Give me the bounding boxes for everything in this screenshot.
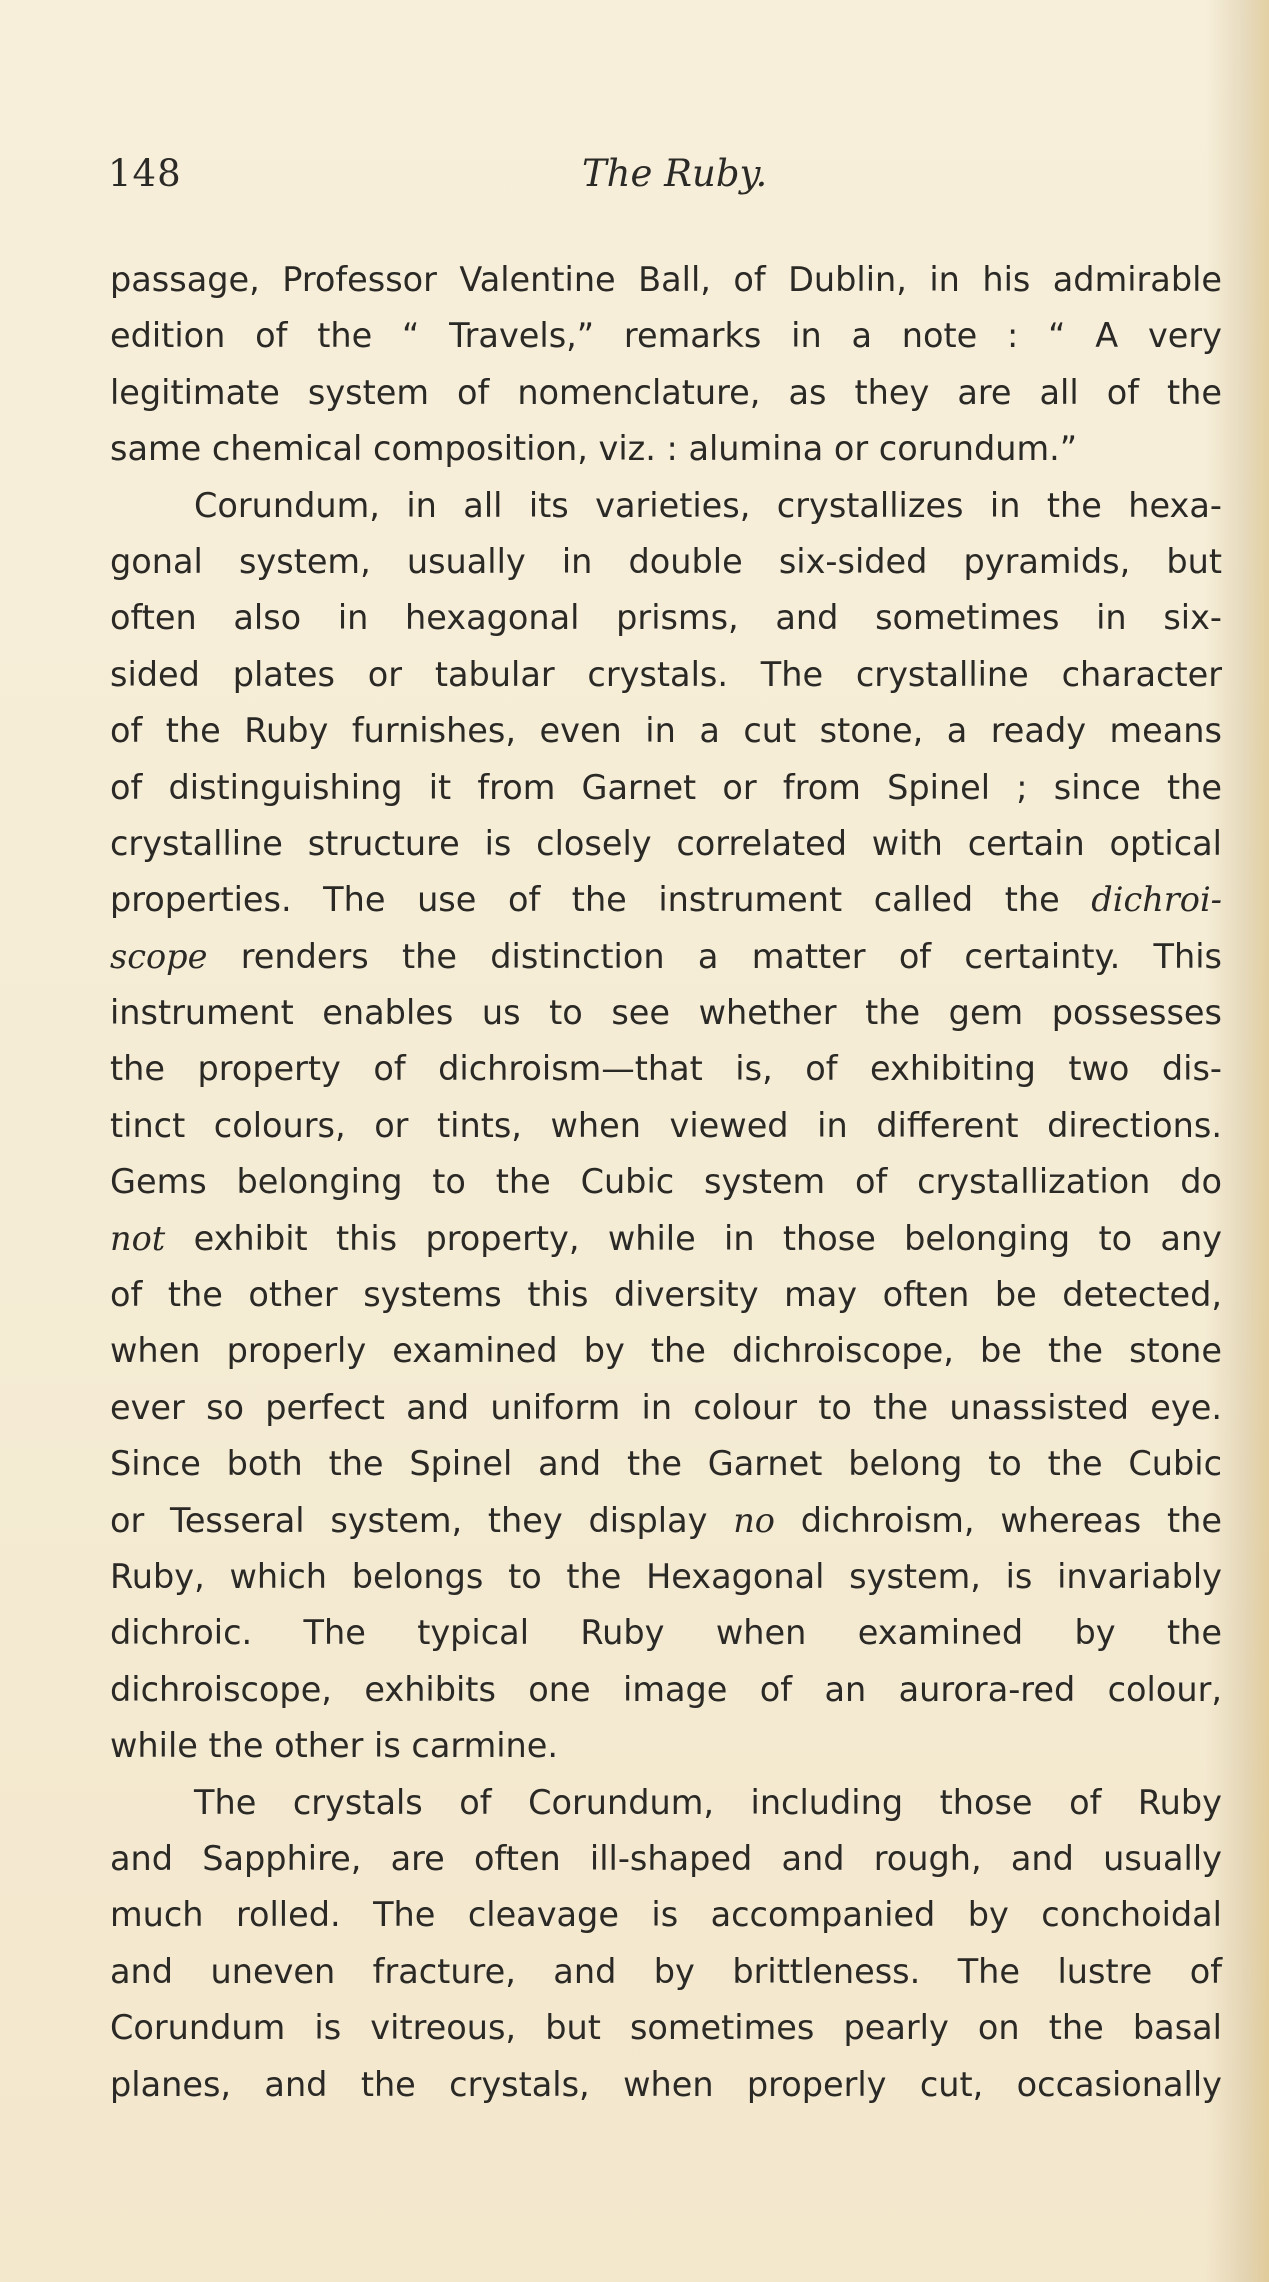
text-line: scope renders the distinction a matter of certainty. This — [110, 936, 1222, 976]
italic-term: no — [733, 1500, 775, 1540]
text-line: Ruby, which belongs to the Hexagonal system, is invariably — [110, 1556, 1222, 1596]
text-line: sided plates or tabular crystals. The crystalline character — [110, 654, 1222, 694]
text-line: when properly examined by the dichroiscope, be the stone — [110, 1331, 1222, 1371]
text-line: legitimate system of nomenclature, as they are all of the — [110, 372, 1222, 412]
text-line: ever so perfect and uniform in colour to the unassisted eye. — [110, 1387, 1222, 1427]
text-line: much rolled. The cleavage is accompanied by conchoidal — [110, 1895, 1222, 1935]
text-line: instrument enables us to see whether the gem possesses — [110, 993, 1222, 1033]
text-line: Gems belonging to the Cubic system of crystallization do — [110, 1162, 1222, 1202]
text-line: while the other is carmine. — [110, 1726, 558, 1766]
text-line: not exhibit this property, while in those belonging to any — [110, 1218, 1223, 1258]
text-line: tinct colours, or tints, when viewed in different directions. — [110, 1105, 1222, 1145]
text-line: the property of dichroism—that is, of exhibiting two dis- — [110, 1049, 1222, 1089]
text-line: Corundum, in all its varieties, crystallizes in the hexa- — [194, 485, 1222, 525]
text-line: edition of the “ Travels,” remarks in a note : “ A very — [110, 316, 1222, 356]
text-line: often also in hexagonal prisms, and sometimes in six- — [110, 598, 1222, 638]
page-number: 148 — [108, 152, 182, 195]
italic-term: scope — [110, 936, 208, 976]
text-line: dichroiscope, exhibits one image of an aurora-red colour, — [110, 1669, 1222, 1709]
text-line: The crystals of Corundum, including those of Ruby — [194, 1782, 1222, 1822]
italic-term: dichroi- — [1091, 880, 1222, 920]
text-line: same chemical composition, viz. : alumina or corundum.” — [110, 429, 1078, 469]
text-line: properties. The use of the instrument called the dichroi- — [110, 880, 1222, 920]
text-line: Corundum is vitreous, but sometimes pearly on the basal — [110, 2008, 1222, 2048]
text-line: Since both the Spinel and the Garnet belong to the Cubic — [110, 1444, 1222, 1484]
page-header — [0, 152, 1269, 202]
text-line: planes, and the crystals, when properly cut, occasionally — [110, 2064, 1222, 2104]
running-title: The Ruby. — [582, 152, 768, 195]
text-line: of the Ruby furnishes, even in a cut stone, a ready means — [110, 711, 1222, 751]
text-line: and uneven fracture, and by brittleness. The lustre of — [110, 1951, 1222, 1991]
text-line: passage, Professor Valentine Ball, of Dublin, in his admirable — [110, 260, 1222, 299]
text-line: of distinguishing it from Garnet or from Spinel ; since the — [110, 767, 1222, 807]
text-line: crystalline structure is closely correlated with certain optical — [110, 823, 1222, 863]
body-text — [110, 252, 1222, 2113]
italic-term: not — [110, 1218, 166, 1258]
text-line: and Sapphire, are often ill-shaped and rough, and usually — [110, 1838, 1222, 1878]
text-line: or Tesseral system, they display no dichroism, whereas the — [110, 1500, 1222, 1540]
text-line: of the other systems this diversity may often be detected, — [110, 1275, 1222, 1315]
text-line: dichroic. The typical Ruby when examined by the — [110, 1613, 1222, 1653]
text-line: gonal system, usually in double six-sided pyramids, but — [110, 541, 1222, 581]
